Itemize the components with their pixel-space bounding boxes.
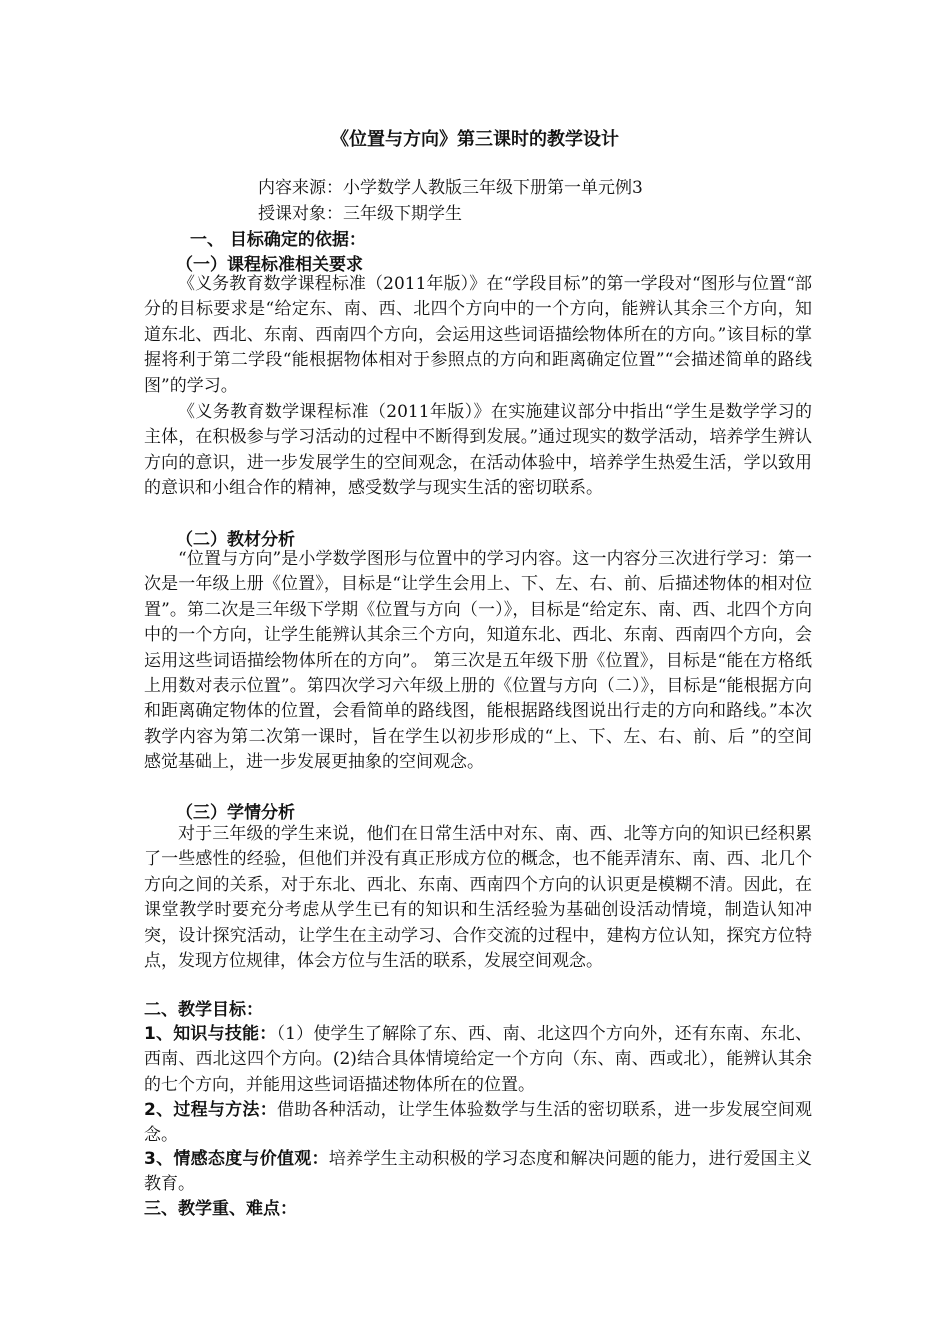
- curriculum-paragraph-1: 《义务教育数学课程标准（2011年版）》在“学段目标”的第一学段对“图形与位置“部分的目标要求是“给定东、南、西、北四个方向中的一个方向，能辨认其余三个方向，知道东北、西北、东南、西南四个方向，会运用这些词语描绘物体所在的方向。”该目标的掌握将利于第二学段“能根据物体相对于参照点的方向和距离确定位置”“会描述简单的路线图”的学习。: [144, 274, 812, 396]
- section-1-heading: 一、 目标确定的依据：: [190, 230, 366, 250]
- goal-2-label: 2、过程与方法：: [144, 1100, 277, 1120]
- goal-attitude-values: [144, 1147, 812, 1198]
- teaching-audience: 授课对象：三年级下期学生: [258, 204, 462, 224]
- subsection-2-heading: （二）教材分析: [176, 530, 295, 550]
- document-title: 《位置与方向》第三课时的教学设计: [331, 129, 619, 150]
- content-source: 内容来源：小学数学人教版三年级下册第一单元例3: [258, 178, 643, 198]
- goal-2-text: 借助各种活动，让学生体验数学与生活的密切联系，进一步发展空间观念。: [144, 1100, 812, 1146]
- subsection-3-heading: （三）学情分析: [176, 803, 295, 823]
- goal-1-label: 1、知识与技能：: [144, 1024, 277, 1044]
- student-analysis-paragraph: 对于三年级的学生来说，他们在日常生活中对东、南、西、北等方向的知识已经积累了一些感性的经验，但他们并没有真正形成方位的概念，也不能弄清东、南、西、北几个方向之间的关系，对于东北、西北、东南、西南四个方向的认识更是模糊不清。因此，在课堂教学时要充分考虑从学生已有的知识和生活经验为基础创设活动情境，制造认知冲突，设计探究活动，让学生在主动学习、合作交流的过程中，建构方位认知，探究方位特点，发现方位规律，体会方位与生活的联系，发展空间观念。: [144, 824, 812, 972]
- goal-3-label: 3、情感态度与价值观：: [144, 1149, 329, 1169]
- subsection-1-heading: （一）课程标准相关要求: [176, 255, 363, 275]
- curriculum-paragraph-2: 《义务教育数学课程标准（2011年版）》在实施建议部分中指出“学生是数学学习的主体，在积极参与学习活动的过程中不断得到发展。”通过现实的数学活动，培养学生辨认方向的意识，进一步发展学生的空间观念，在活动体验中，培养学生热爱生活，学以致用的意识和小组合作的精神，感受数学与现实生活的密切联系。: [144, 402, 812, 499]
- goal-3-text: 培养学生主动积极的学习态度和解决问题的能力，进行爱国主义教育。: [144, 1149, 812, 1195]
- goal-knowledge-skills: [144, 1022, 812, 1098]
- textbook-analysis-paragraph: “位置与方向”是小学数学图形与位置中的学习内容。这一内容分三次进行学习：第一次是一年级上册《位置》，目标是“让学生会用上、下、左、右、前、后描述物体的相对位置”。第二次是三年级下学期《位置与方向（一）》，目标是“给定东、南、西、北四个方向中的一个方向，让学生能辨认其余三个方向，知道东北、西北、东南、西南四个方向，会运用这些词语描绘物体所在的方向”。 第三次是五年级下册《位置》，目标是“能在方格纸上用数对表示位置”。第四次学习六年级上册的《位置与方向（二）》，目标是“能根据方向和距离确定物体的位置，会看简单的路线图，能根据路线图说出行走的方向和路线。”本次教学内容为第二次第一课时，旨在学生以初步形成的“上、下、左、右、前、后 ”的空间感觉基础上，进一步发展更抽象的空间观念。: [144, 549, 812, 773]
- goal-process-methods: [144, 1098, 812, 1149]
- section-3-heading: 三、教学重、难点：: [144, 1199, 297, 1219]
- section-2-heading: 二、教学目标：: [144, 1000, 263, 1020]
- goal-1-text: （1）使学生了解除了东、西、南、北这四个方向外，还有东南、东北、西南、西北这四个方向。(2)结合具体情境给定一个方向（东、南、西或北），能辨认其余的七个方向，并能用这些词语描述物体所在的位置。: [144, 1024, 812, 1095]
